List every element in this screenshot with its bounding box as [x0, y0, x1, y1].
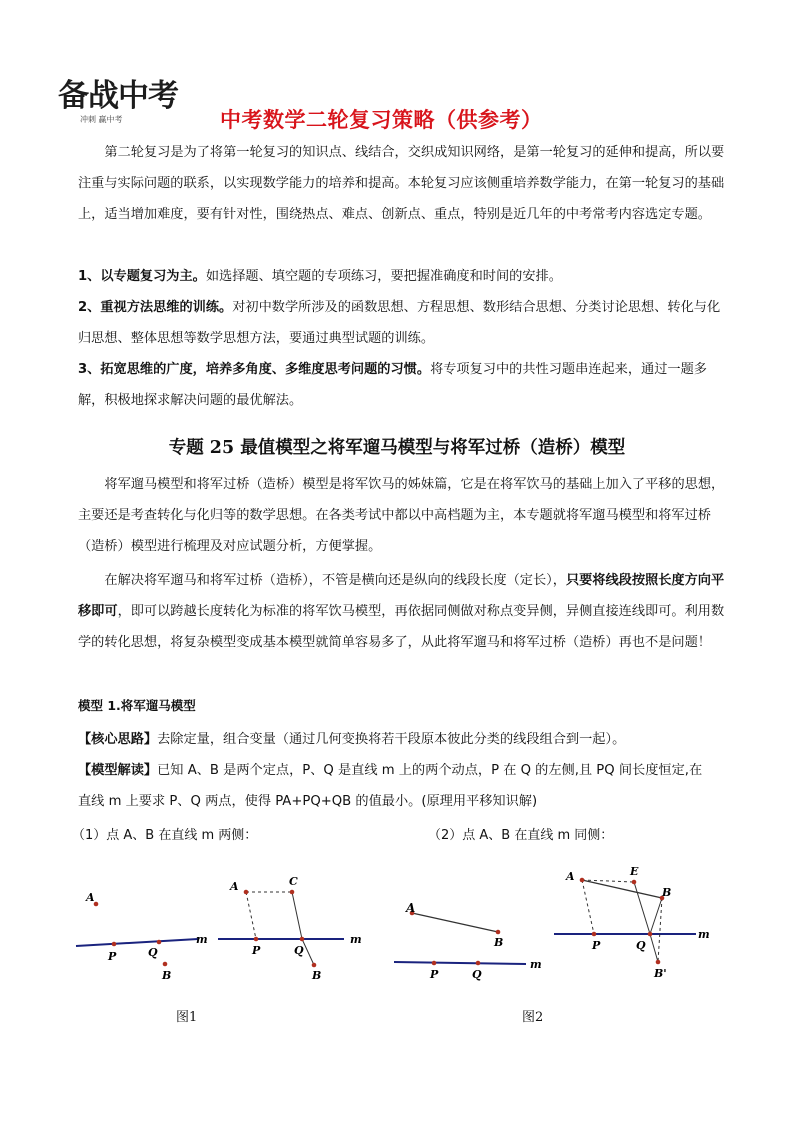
fig1b-point-A	[244, 890, 249, 895]
fig2b-point-P	[592, 932, 597, 937]
fig2b-label-P: P	[592, 939, 601, 952]
figure-1-caption: 图1	[176, 1010, 198, 1025]
core-idea-text: 去除定量，组合变量（通过几何变换将若干段原本彼此分类的线段组合到一起）。	[157, 732, 626, 747]
fig1a-label-A: A	[86, 891, 95, 904]
logo-sub-text: 冲刺 赢中考	[80, 115, 123, 124]
fig2b-point-Q	[648, 932, 653, 937]
para2-a: 在解决将军遛马和将军过桥（造桥），不管是横向还是纵向的线段长度（定长），	[104, 573, 566, 588]
fig2b-label-B: B	[662, 886, 672, 899]
fig2b-label-m: m	[698, 928, 710, 941]
fig2b-label-E: E	[630, 865, 639, 878]
fig1a-point-Q	[157, 940, 162, 945]
fig2a-line-m	[394, 962, 526, 964]
fig2b-label-Bprime: B'	[654, 967, 667, 980]
fig2a-label-m: m	[530, 958, 542, 971]
fig2b-point-E	[632, 880, 637, 885]
fig1a-point-B	[163, 962, 168, 967]
core-idea	[78, 728, 625, 747]
model-explain-line2: 直线 m 上要求 P、Q 两点，使得 PA+PQ+QB 的值最小。(原理用平移知识解)	[78, 794, 538, 809]
fig1b-label-m: m	[350, 933, 362, 946]
fig1b-label-P: P	[252, 944, 261, 957]
fig1b-point-P	[254, 937, 259, 942]
figure-2-caption: 图2	[522, 1010, 544, 1025]
fig2b-point-A	[580, 878, 585, 883]
model-explain-text-1: 已知 A、B 是两个定点，P、Q 是直线 m 上的两个动点，P 在 Q 的左侧,且 PQ 间长度恒定,在	[157, 763, 703, 778]
point-3-text: 将专项复习中的共性习题串连起来，通过一题多解，积极地探求解决问题的最优解法。	[78, 362, 707, 408]
topic-paragraph-2	[78, 565, 730, 658]
fig2a-point-P	[432, 961, 437, 966]
fig2b-label-A: A	[566, 870, 575, 883]
fig1b-label-Q: Q	[294, 944, 304, 957]
para2-bold: 只要将线段按照长度方向平移即可	[78, 573, 725, 619]
figure-2	[390, 860, 720, 990]
fig2b-segment-QBp	[650, 934, 658, 962]
fig1b-point-C	[290, 890, 295, 895]
model-explain-line1	[78, 759, 702, 778]
core-idea-label: 【核心思路】	[78, 732, 158, 747]
fig1b-point-B	[312, 963, 317, 968]
fig2a-label-Q: Q	[472, 968, 482, 981]
fig1b-label-C: C	[289, 875, 298, 888]
fig1b-segment-CQ	[292, 892, 302, 939]
point-1-text: 如选择题、填空题的专项练习，要把握准确度和时间的安排。	[205, 269, 562, 284]
fig2a-point-Q	[476, 961, 481, 966]
fig2a-label-P: P	[430, 968, 439, 981]
point-1	[78, 261, 730, 292]
point-2-text: 对初中数学所涉及的函数思想、方程思想、数形结合思想、分类讨论思想、转化与化归思想、整体思想等数学思想方法，要通过典型试题的训练。	[78, 300, 721, 346]
intro-paragraph: 第二轮复习是为了将第一轮复习的知识点、线结合，交织成知识网络，是第一轮复习的延伸和提高，所以要注重与实际问题的联系，以实现数学能力的培养和提高。本轮复习应该侧重培养数学能力，在第一轮复习的基础上，适当增加难度，要有针对性，围绕热点、难点、创新点、重点，特别是近几年的中考常考内容选定专题。	[78, 145, 725, 222]
fig2a-label-A: A	[406, 901, 416, 915]
model1-heading: 模型 1.将军遛马模型	[78, 698, 196, 713]
fig1b-label-B: B	[312, 969, 322, 982]
fig1a-label-B: B	[162, 969, 172, 982]
fig1b-point-Q	[300, 937, 305, 942]
fig2b-label-Q: Q	[636, 939, 646, 952]
logo	[56, 70, 198, 128]
fig2b-segment-EQ	[634, 882, 650, 934]
point-1-bold: 1、以专题复习为主。	[78, 269, 206, 284]
fig2b-point-Bprime	[656, 960, 661, 965]
fig1b-segment-QB	[302, 939, 314, 965]
fig1a-label-P: P	[108, 950, 117, 963]
point-2	[78, 292, 730, 354]
fig2b-segment-AP	[582, 880, 594, 934]
point-3-bold: 3、拓宽思维的广度，培养多角度、多维度思考问题的习惯。	[78, 362, 431, 377]
case-2-label: （2）点 A、B 在直线 m 同侧：	[428, 828, 614, 843]
fig2b-segment-AB	[582, 880, 662, 898]
fig1a-line-m	[76, 939, 198, 946]
fig2a-point-B	[496, 930, 501, 935]
fig1b-segment-AP	[246, 892, 256, 939]
fig1a-point-P	[112, 942, 117, 947]
figure-1	[70, 868, 370, 988]
page-title: 中考数学二轮复习策略（供参考）	[220, 108, 543, 132]
fig1a-label-Q: Q	[148, 946, 158, 959]
para2-c: ，即可以跨越长度转化为标准的将军饮马模型，再依据同侧做对称点变异侧，异侧直接连线即可。利用数学的转化思想，将复杂模型变成基本模型就简单容易多了，从此将军遛马和将军过桥（造桥）再也不是问题！	[78, 604, 725, 650]
point-2-bold: 2、重视方法思维的训练。	[78, 300, 233, 315]
topic-paragraph-1: 将军遛马模型和将军过桥（造桥）模型是将军饮马的姊妹篇，它是在将军饮马的基础上加入了平移的思想，主要还是考查转化与化归等的数学思想。在各类考试中都以中高档题为主，本专题就将军遛马模型和将军过桥（造桥）模型进行梳理及对应试题分析，方便掌握。	[78, 477, 725, 554]
logo-main-text: 备战中考	[58, 78, 178, 114]
case-1-label: （1）点 A、B 在直线 m 两侧：	[72, 828, 258, 843]
fig1a-label-m: m	[196, 933, 208, 946]
point-3	[78, 354, 730, 416]
fig2a-label-B: B	[494, 936, 504, 949]
fig2a-segment-AB	[412, 913, 498, 932]
fig1b-label-A: A	[230, 880, 239, 893]
model-explain-label: 【模型解读】	[78, 763, 158, 778]
topic-title: 专题 25 最值模型之将军遛马模型与将军过桥（造桥）模型	[168, 438, 626, 458]
